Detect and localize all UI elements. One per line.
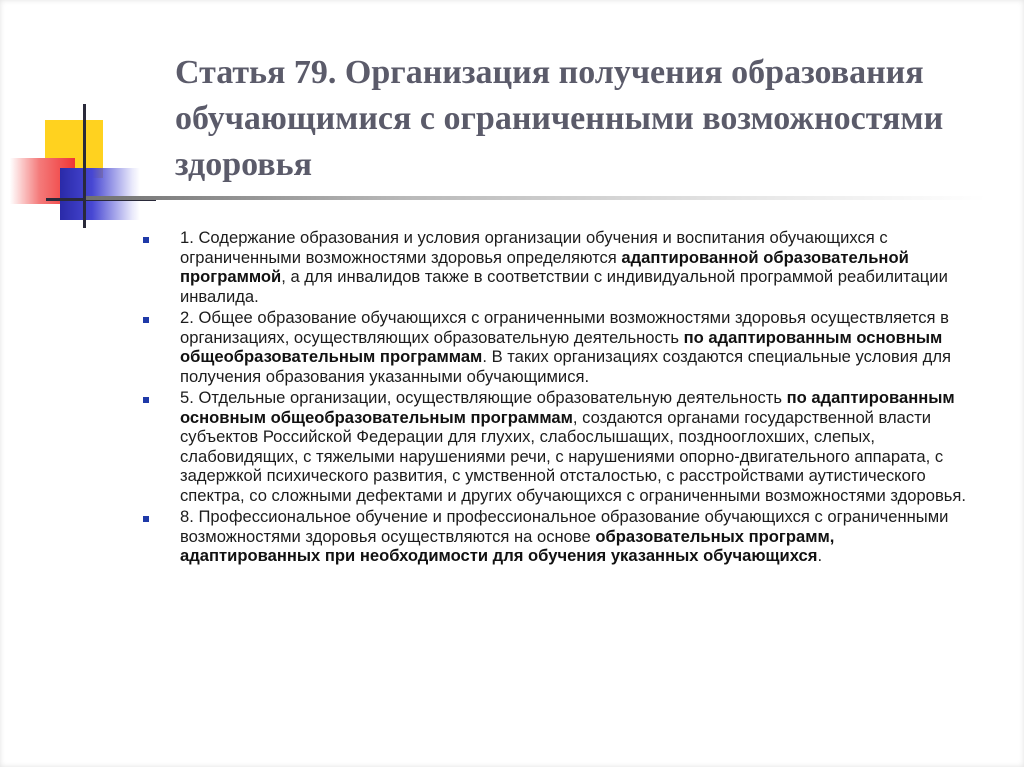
bullet-list bbox=[140, 228, 970, 568]
item-text: . bbox=[817, 546, 823, 565]
item-text: 8. Профессиональное обучение и профессиональное образование обучающихся с ограниченными возможностями здоровья осуществляются на основе bbox=[180, 507, 949, 546]
item-text: , создаются органами государственной власти субъектов Российской Федерации для глухих, слабослышащих, позднооглохших, слепых, слабовидящих, с тяжелыми нарушениями речи, с нарушениями опорно-двигательного аппарата, с задержкой психического развития, с умственной отсталостью, с расстройствами аутистического спектра, со сложными дефектами и других обучающихся с ограниченными возможностями здоровья. bbox=[180, 407, 967, 505]
title-underline-rule bbox=[86, 196, 986, 200]
item-emphasis: адаптированной образовательной программой bbox=[180, 247, 909, 286]
vertical-line-decoration bbox=[83, 104, 86, 228]
list-item bbox=[140, 388, 970, 505]
list-item bbox=[140, 228, 970, 306]
blue-square-decoration bbox=[60, 168, 140, 220]
square-bullet-icon bbox=[143, 516, 149, 522]
item-emphasis: по адаптированным основным общеобразовательным программам bbox=[180, 388, 955, 427]
list-item bbox=[140, 308, 970, 386]
item-text: 1. Содержание образования и условия организации обучения и воспитания обучающихся с ограниченными возможностями здоровья определяются bbox=[180, 228, 888, 267]
square-bullet-icon bbox=[143, 317, 149, 323]
list-item bbox=[140, 507, 970, 566]
item-text: 5. Отдельные организации, осуществляющие образовательную деятельность bbox=[180, 388, 787, 407]
item-emphasis: по адаптированным основным общеобразовательным программам bbox=[180, 327, 943, 366]
item-emphasis: образовательных программ, адаптированных при необходимости для обучения указанных обучающихся bbox=[180, 526, 835, 565]
item-text: . В таких организациях создаются специальные условия для получения образования указанными обучающимися. bbox=[180, 347, 952, 386]
square-bullet-icon bbox=[143, 397, 149, 403]
slide-title: Статья 79. Организация получения образования обучающимися с ограниченными возможностями здоровья bbox=[175, 54, 944, 183]
decorative-logo bbox=[0, 0, 170, 240]
item-text: 2. Общее образование обучающихся с ограниченными возможностями здоровья осуществляется в организациях, осуществляющих образовательную деятельность bbox=[180, 308, 949, 347]
square-bullet-icon bbox=[143, 237, 149, 243]
item-text: , а для инвалидов также в соответствии с индивидуальной программой реабилитации инвалида. bbox=[180, 267, 948, 306]
